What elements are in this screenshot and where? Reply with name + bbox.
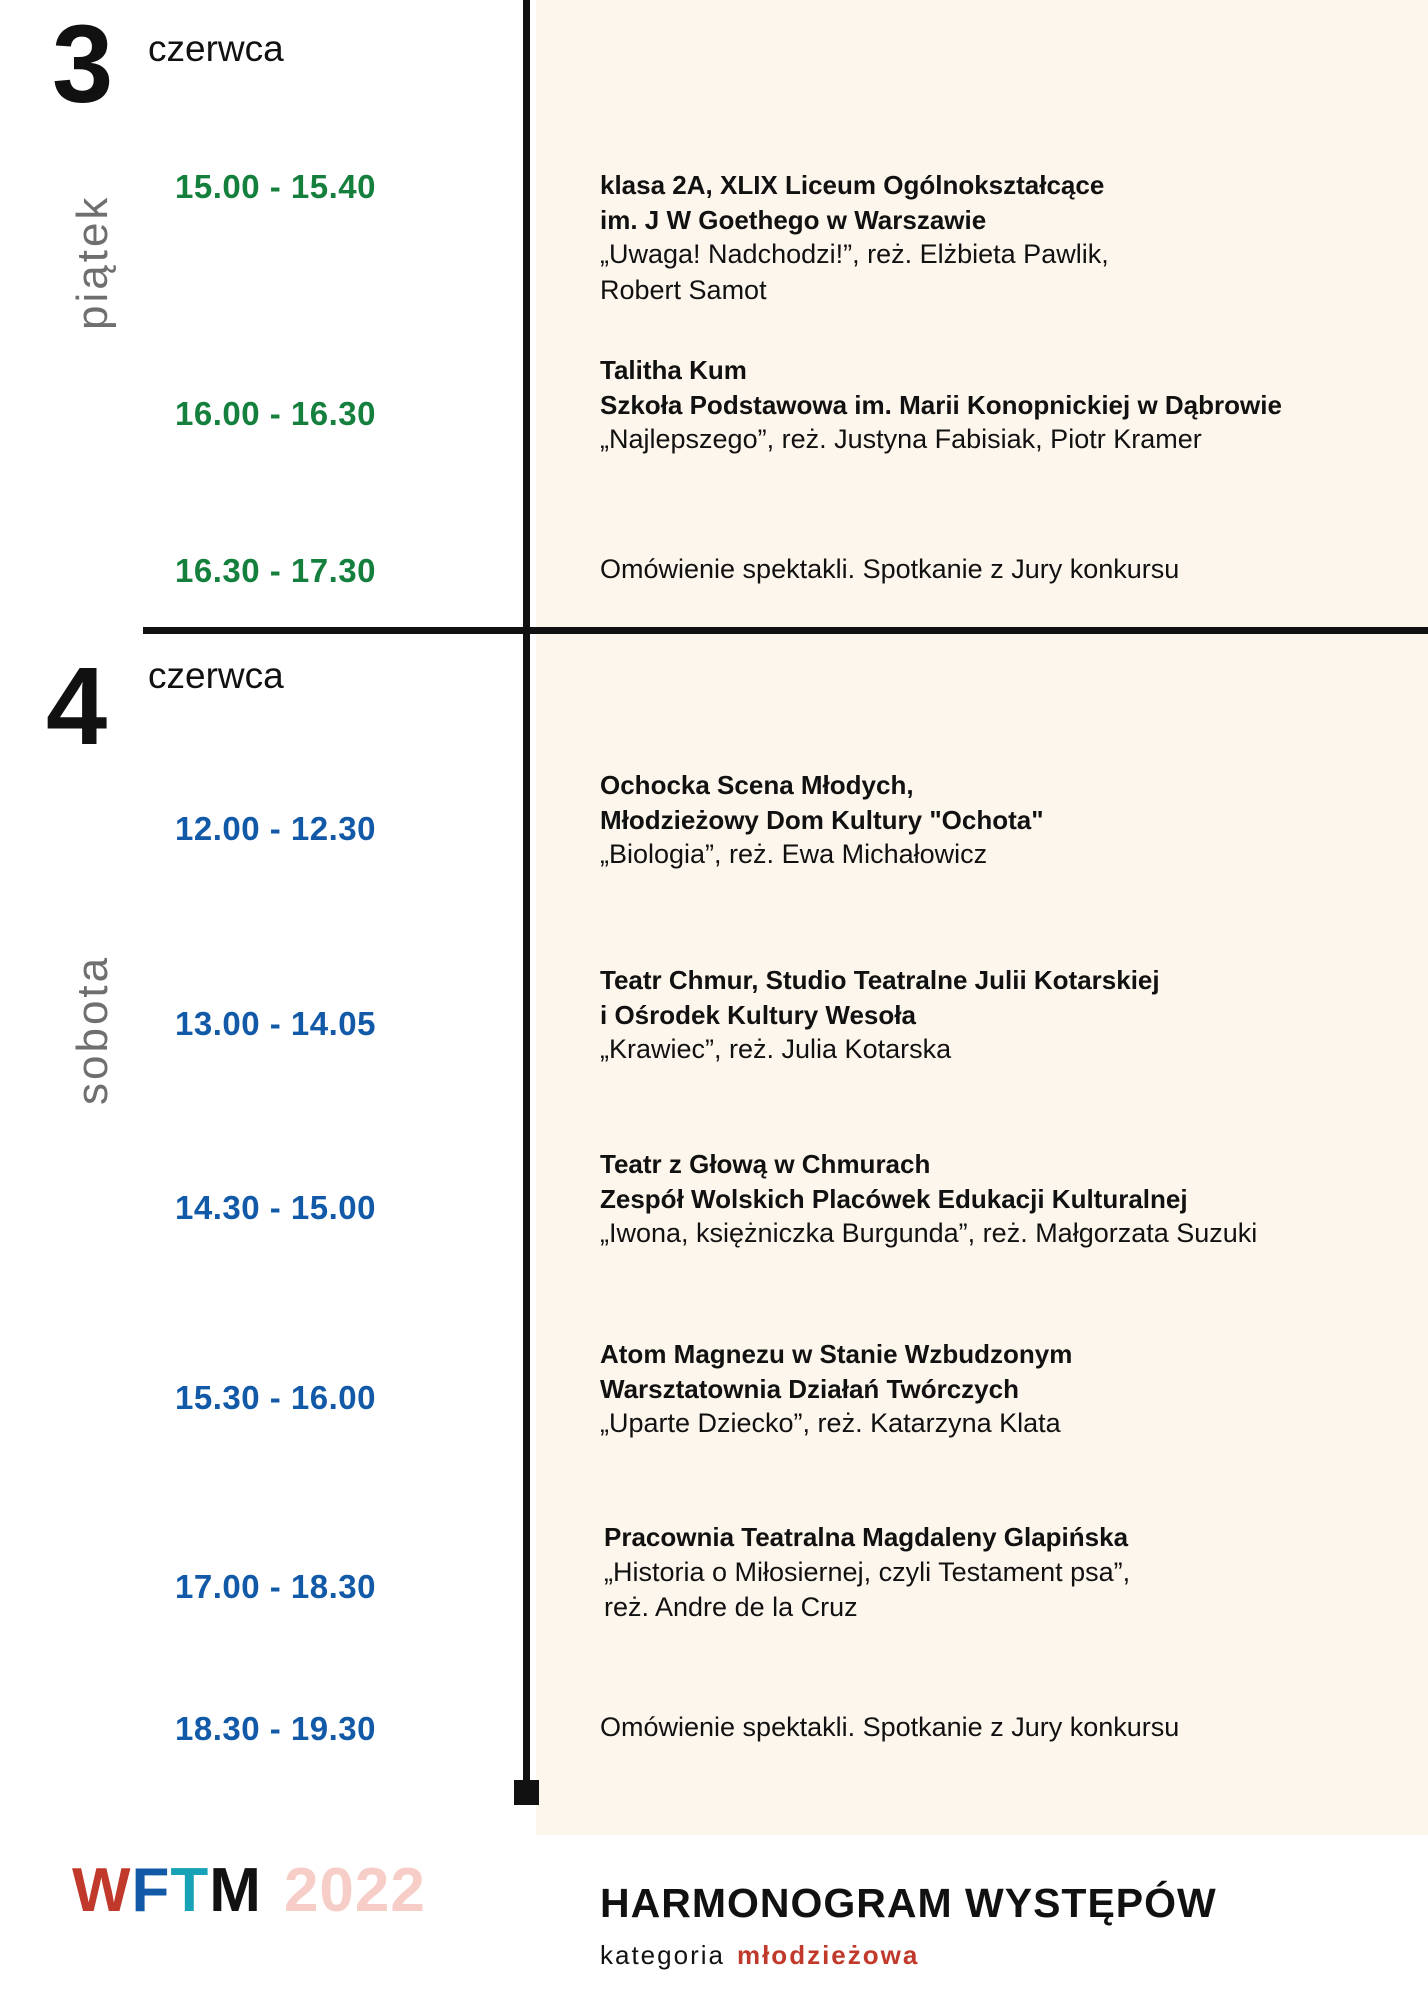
row-group: Atom Magnezu w Stanie Wzbudzonym Warsztatownia Działań Twórczych <box>600 1339 1073 1404</box>
row-play: „Iwona, księżniczka Burgunda”, reż. Małgorzata Suzuki <box>600 1218 1258 1249</box>
row-play: Omówienie spektakli. Spotkanie z Jury konkursu <box>600 554 1180 584</box>
row-play: „Historia o Miłosiernej, czyli Testament psa”, reż. Andre de la Cruz <box>604 1556 1131 1623</box>
row-group: Teatr z Głową w Chmurach Zespół Wolskich Placówek Edukacji Kulturalnej <box>600 1149 1188 1214</box>
row-time: 12.00 - 12.30 <box>175 810 376 847</box>
timeline-end-marker <box>514 1780 539 1805</box>
row-detail <box>600 1147 1420 1252</box>
row-time: 13.00 - 14.05 <box>175 1005 376 1042</box>
footer-title: HARMONOGRAM WYSTĘPÓW <box>600 1880 1217 1926</box>
day-month-label: czerwca <box>148 28 284 69</box>
logo-letter-w: W <box>72 1856 132 1925</box>
vertical-timeline-rule <box>523 0 530 1800</box>
row-time: 17.00 - 18.30 <box>175 1568 376 1605</box>
row-play: „Uparte Dziecko”, reż. Katarzyna Klata <box>600 1408 1061 1439</box>
row-group: Talitha Kum Szkoła Podstawowa im. Marii Konopnickiej w Dąbrowie <box>600 355 1282 420</box>
row-time: 16.00 - 16.30 <box>175 395 376 432</box>
logo-letter-t: T <box>170 1856 210 1925</box>
row-time: 18.30 - 19.30 <box>175 1710 376 1747</box>
row-detail <box>600 1710 1420 1746</box>
row-time: 14.30 - 15.00 <box>175 1189 376 1226</box>
row-play: Omówienie spektakli. Spotkanie z Jury konkursu <box>600 1712 1180 1742</box>
row-detail <box>600 963 1420 1068</box>
row-detail <box>600 768 1420 873</box>
row-play: „Krawiec”, reż. Julia Kotarska <box>600 1034 952 1065</box>
row-detail <box>600 168 1420 309</box>
row-play: „Najlepszego”, reż. Justyna Fabisiak, Piotr Kramer <box>600 424 1202 455</box>
logo-letter-f: F <box>131 1856 171 1925</box>
logo-year: 2022 <box>283 1856 426 1925</box>
footer-category-value: młodzieżowa <box>736 1940 920 1970</box>
row-detail <box>604 1520 1424 1626</box>
day-weekday-label: piątek <box>68 194 117 330</box>
row-group: Ochocka Scena Młodych, Młodzieżowy Dom Kultury "Ochota" <box>600 770 1044 835</box>
day-weekday-label: sobota <box>68 954 117 1105</box>
wftm-logo <box>72 1856 426 1925</box>
day-month-label: czerwca <box>148 655 284 696</box>
row-time: 15.30 - 16.00 <box>175 1379 376 1416</box>
row-group: Teatr Chmur, Studio Teatralne Julii Kotarskiej i Ośrodek Kultury Wesoła <box>600 965 1160 1030</box>
row-play: „Biologia”, reż. Ewa Michałowicz <box>600 839 988 870</box>
row-detail <box>600 353 1420 458</box>
row-group: Pracownia Teatralna Magdaleny Glapińska <box>604 1522 1129 1552</box>
row-time: 15.00 - 15.40 <box>175 168 376 205</box>
row-detail <box>600 1337 1420 1442</box>
row-group: klasa 2A, XLIX Liceum Ogólnokształcące im. J W Goethego w Warszawie <box>600 170 1105 235</box>
day-number: 3 <box>52 3 112 126</box>
footer-category-label: kategoria <box>600 1940 725 1970</box>
day-separator-rule <box>143 627 1428 634</box>
day-number: 4 <box>46 645 106 768</box>
row-play: „Uwaga! Nadchodzi!”, reż. Elżbieta Pawlik, Robert Samot <box>600 239 1109 306</box>
row-detail <box>600 552 1420 588</box>
row-time: 16.30 - 17.30 <box>175 552 376 589</box>
footer-subtitle <box>600 1940 919 1971</box>
logo-letter-m: M <box>209 1856 262 1925</box>
